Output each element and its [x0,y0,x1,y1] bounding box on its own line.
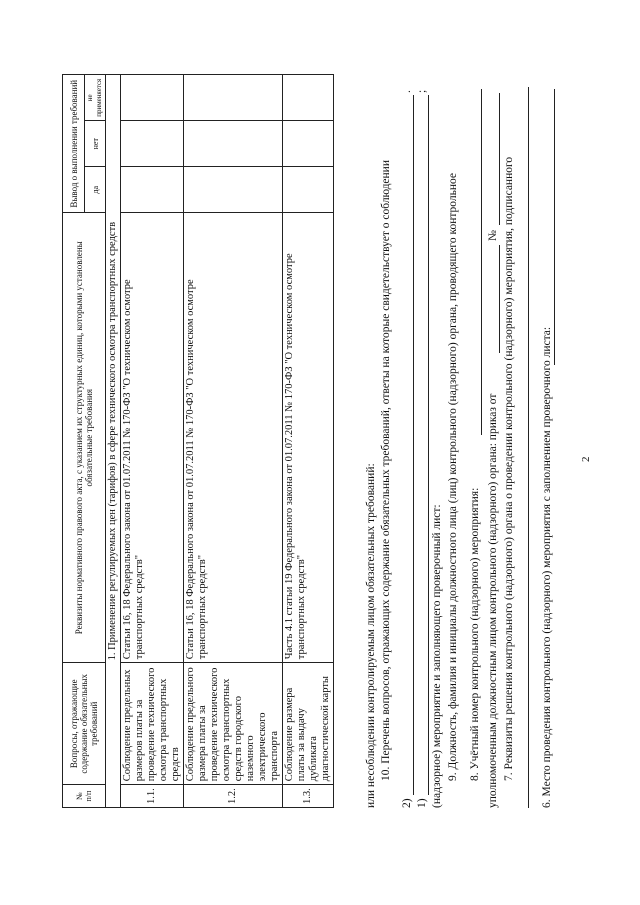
row-answer-no[interactable] [184,121,283,167]
row-answer-yes[interactable] [121,167,184,213]
item-9-line-2: (надзорное) мероприятие и заполняющего проверочный лист: [431,504,443,808]
row-answer-yes[interactable] [184,167,283,213]
item-9-dot: . [401,90,413,93]
row-answer-no[interactable] [283,121,334,167]
item-6-line [554,89,555,365]
row-answer-yes[interactable] [283,167,334,213]
header-not-applicable: не применяется [85,75,106,121]
item-9-semicolon: ; [416,89,428,93]
section-row [106,75,121,808]
header-question: Вопросы, отражающие содержание обязательных требований [63,663,106,785]
row-requisites: Статьи 16, 18 Федерального закона от 01.07.2011 № 170-ФЗ "О техническом осмотре транспортных средств" [184,213,283,663]
row-requisites: Часть 4.1 статьи 19 Федерального закона от 01.07.2011 № 170-ФЗ "О техническом осмотре транспортных средств" [283,213,334,663]
header-requisites: Реквизиты нормативного правового акта, с указанием их структурных единиц, которыми установлены обязательные требования [63,213,106,663]
row-question: Соблюдение размера платы за выдачу дубликата диагностической карты [283,663,334,785]
item-8-line [481,89,482,435]
row-answer-not-applicable[interactable] [283,75,334,121]
page-number: 2 [580,456,592,462]
item-10-line-1: 10. Перечень вопросов, отражающих содержание обязательных требований, ответы на которые свидетельствует о соблюдении [380,160,392,781]
row-number: 1.2. [184,785,283,808]
item-6-text: 6. Место проведения контрольного (надзорного) мероприятия с заполнением проверочного листа: [541,326,553,808]
item-9-list-2-line [413,95,414,795]
item-9-list-1-line [428,95,429,795]
row-number: 1.1. [121,785,184,808]
table-row [283,75,334,808]
row-answer-not-applicable[interactable] [184,75,283,121]
item-6-line-2 [528,87,529,808]
item-9-list-1: 1) [416,798,428,808]
row-question: Соблюдение предельных размеров платы за проведение технического осмотра транспортных средств [121,663,184,785]
table-row [121,75,184,808]
item-9-list-2: 2) [401,798,413,808]
item-10-line-2: или несоблюдении контролируемым лицом обязательных требований: [365,463,377,808]
item-7-line-2: уполномоченным должностным лицом контрольного (надзорного) органа: приказ от [487,393,499,808]
item-7-date-line [499,245,500,353]
row-answer-not-applicable[interactable] [121,75,184,121]
header-yes: да [85,167,106,213]
item-7-number-sign: № [487,230,499,241]
item-8-text: 8. Учётный номер контрольного (надзорного) мероприятия: [469,487,481,781]
header-no: нет [85,121,106,167]
section-title: 1. Применение регулируемых цен (тарифов) в сфере технического осмотра транспортных средств [106,75,121,808]
header-number: № п/п [63,785,106,808]
row-answer-no[interactable] [121,121,184,167]
requirements-table [62,74,334,808]
row-number: 1.3. [283,785,334,808]
item-7-number-line [499,93,500,225]
item-7-line-1: 7. Реквизиты решения контрольного (надзорного) органа о проведении контрольного (надзорного) мероприятия, подписанного [503,156,515,781]
row-question: Соблюдение предельного размера платы за проведение технического осмотра транспортных средств городского наземного электрического транспорта [184,663,283,785]
header-conclusion: Вывод о выполнении требований [63,75,85,213]
row-requisites: Статьи 16, 18 Федерального закона от 01.07.2011 № 170-ФЗ "О техническом осмотре транспортных средств" [121,213,184,663]
item-9-line-1: 9. Должность, фамилия и инициалы должностного лица (лиц) контрольного (надзорного) органа, проводящего контрольное [447,172,459,781]
table-row [184,75,283,808]
